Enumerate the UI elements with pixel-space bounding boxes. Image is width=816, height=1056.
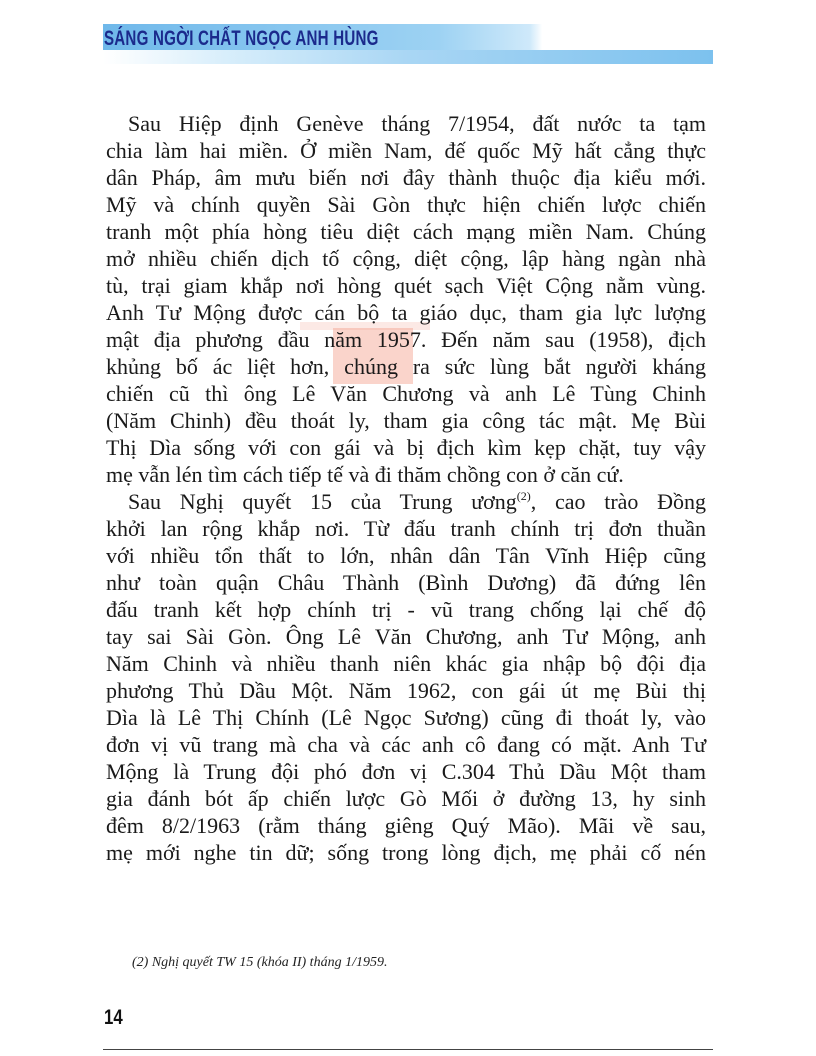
text-line: Thị Dìa sống với con gái và bị địch kìm kẹp chặt, tuy vậy <box>106 435 706 460</box>
text-line: tranh một phía hòng tiêu diệt cách mạng miền Nam. Chúng <box>106 219 706 244</box>
text-line: Năm Chinh và nhiều thanh niên khác gia nhập bộ đội địa <box>106 651 706 676</box>
text-line: dân Pháp, âm mưu biến nơi đây thành thuộc địa kiểu mới. <box>106 165 706 190</box>
footnote: (2) Nghị quyết TW 15 (khóa II) tháng 1/1959. <box>132 955 388 970</box>
text-line: gia đánh bót ấp chiến lược Gò Mối ở đường 13, hy sinh <box>106 786 706 811</box>
text-line: đêm 8/2/1963 (rằm tháng giêng Quý Mão). Mãi về sau, <box>106 813 706 838</box>
bottom-rule <box>103 1049 713 1050</box>
text-line: mẹ vẫn lén tìm cách tiếp tế và đi thăm chồng con ở căn cứ. <box>106 462 624 487</box>
text-line: Anh Tư Mộng được cán bộ ta giáo dục, tham gia lực lượng <box>106 300 706 325</box>
text-line: Sau Nghị quyết 15 của Trung ương$^{(2)}$, cao trào Đồng <box>128 489 707 514</box>
text-line: mẹ mới nghe tin dữ; sống trong lòng địch, mẹ phải cố nén <box>106 840 706 865</box>
footnote-ref: (2) <box>516 489 531 503</box>
running-header-title: SÁNG NGỜI CHẤT NGỌC ANH HÙNG <box>104 27 379 50</box>
text-line: đấu tranh kết hợp chính trị - vũ trang chống lại chế độ <box>106 597 706 622</box>
text-line: chia làm hai miền. Ở miền Nam, đế quốc Mỹ hất cẳng thực <box>106 138 706 163</box>
text-line: với nhiều tổn thất to lớn, nhân dân Tân Vĩnh Hiệp cũng <box>106 543 706 568</box>
paragraph-2 <box>106 488 706 866</box>
text-line: Mỹ và chính quyền Sài Gòn thực hiện chiến lược chiến <box>106 192 706 217</box>
text-line: khủng bố ác liệt hơn, chúng ra sức lùng bắt người kháng <box>106 354 706 379</box>
text-line: khởi lan rộng khắp nơi. Từ đấu tranh chính trị đơn thuần <box>106 516 706 541</box>
text-line: Sau Hiệp định Genève tháng 7/1954, đất nước ta tạm <box>128 111 706 136</box>
text-line: tay sai Sài Gòn. Ông Lê Văn Chương, anh Tư Mộng, anh <box>106 624 706 649</box>
text-line: (Năm Chinh) đều thoát ly, tham gia công tác mật. Mẹ Bùi <box>106 408 706 433</box>
body-text <box>106 110 706 866</box>
text-line: Mộng là Trung đội phó đơn vị C.304 Thủ Dầu Một tham <box>106 759 706 784</box>
text-line: chiến cũ thì ông Lê Văn Chương và anh Lê Tùng Chinh <box>106 381 706 406</box>
text-line: tù, trại giam khắp nơi hòng quét sạch Việt Cộng nằm vùng. <box>106 273 706 298</box>
line-tail: , cao trào Đồng <box>530 489 707 514</box>
text-line: đơn vị vũ trang mà cha và các anh cô đang có mặt. Anh Tư <box>106 732 706 757</box>
text-line: mật địa phương đầu năm 1957. Đến năm sau (1958), địch <box>106 327 706 352</box>
text-line: Dìa là Lê Thị Chính (Lê Ngọc Sương) cũng đi thoát ly, vào <box>106 705 706 730</box>
header-band-stripe <box>103 50 713 64</box>
page-number: 14 <box>104 1006 123 1029</box>
text-line: mở nhiều chiến dịch tố cộng, diệt cộng, lập hàng ngàn nhà <box>106 246 706 271</box>
text-line: như toàn quận Châu Thành (Bình Dương) đã đứng lên <box>106 570 706 595</box>
text-line: phương Thủ Dầu Một. Năm 1962, con gái út mẹ Bùi thị <box>106 678 706 703</box>
paragraph-1 <box>106 110 706 488</box>
